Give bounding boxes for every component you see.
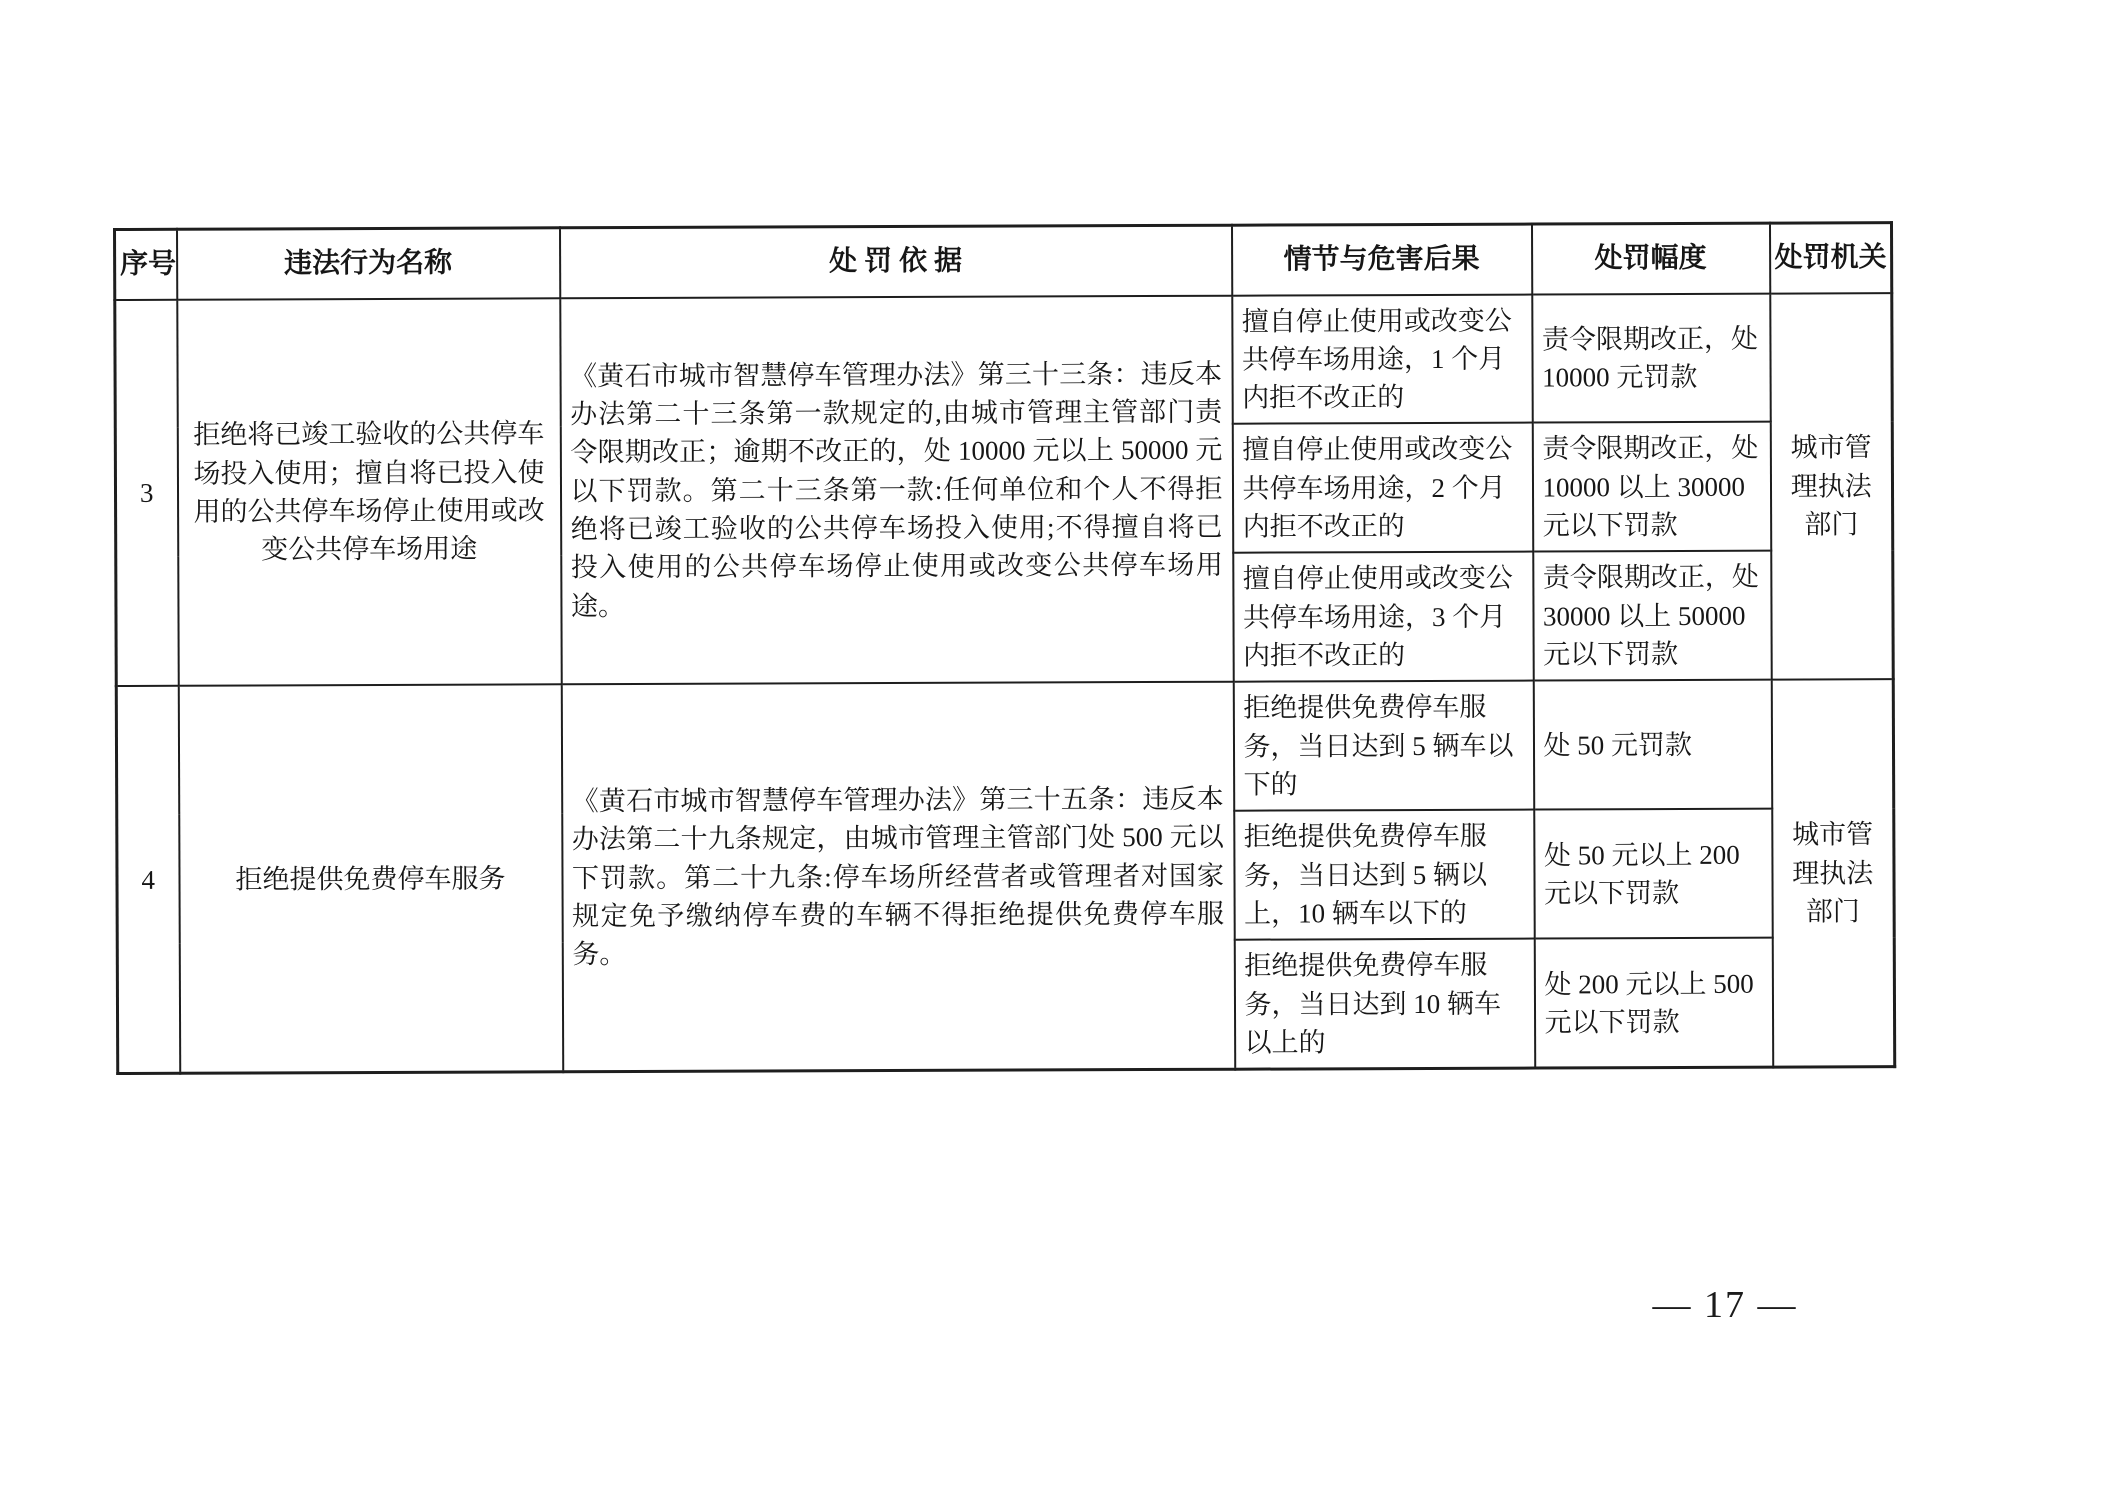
col-header-violation-name: 违法行为名称 <box>177 228 560 299</box>
penalty-basis-cell: 《黄石市城市智慧停车管理办法》第三十三条：违反本办法第二十三条第一款规定的,由城市管理主管部门责令限期改正；逾期不改正的，处 10000 元以上 50000 元以下罚款。第二十三条第一款:任何单位和个人不得拒绝将已竣工验收的公共停车场投入使用;不得擅自将已投入使用的公共停车场停止使用或改变公共停车场用途。 <box>560 295 1233 685</box>
col-header-penalty-range: 处罚幅度 <box>1531 223 1769 294</box>
penalty-authority-cell: 城市管理执法部门 <box>1770 293 1893 680</box>
penalty-range-cell: 处 50 元罚款 <box>1533 680 1771 810</box>
penalty-range-cell: 责令限期改正，处 30000 以上 50000 元以下罚款 <box>1533 551 1771 681</box>
circumstance-cell: 擅自停止使用或改变公共停车场用途，2 个月内拒不改正的 <box>1232 423 1532 553</box>
violation-name-cell: 拒绝提供免费停车服务 <box>178 685 562 1074</box>
violation-name-cell: 拒绝将已竣工验收的公共停车场投入使用；擅自将已投入使用的公共停车场停止使用或改变公共停车场用途 <box>177 298 561 686</box>
col-header-penalty-basis: 处 罚 依 据 <box>560 225 1232 298</box>
penalty-range-cell: 责令限期改正，处 10000 元罚款 <box>1532 293 1770 423</box>
penalty-range-cell: 责令限期改正，处 10000 以上 30000 元以下罚款 <box>1532 422 1770 552</box>
serial-number-cell: 3 <box>115 299 178 686</box>
penalty-range-cell: 处 200 元以上 500 元以下罚款 <box>1534 938 1772 1068</box>
table-header-row <box>115 223 1892 300</box>
penalty-authority-cell: 城市管理执法部门 <box>1771 680 1894 1068</box>
penalty-range-cell: 处 50 元以上 200 元以下罚款 <box>1534 809 1772 939</box>
penalty-table <box>113 221 1896 1075</box>
circumstance-cell: 拒绝提供免费停车服务，当日达到 10 辆车以上的 <box>1234 939 1534 1070</box>
penalty-basis-cell: 《黄石市城市智慧停车管理办法》第三十五条：违反本办法第二十九条规定，由城市管理主管部门处 500 元以下罚款。第二十九条:停车场所经营者或管理者对国家规定免予缴纳停车费的车辆不得拒绝提供免费停车服务。 <box>561 682 1234 1072</box>
circumstance-cell: 拒绝提供免费停车服务，当日达到 5 辆以上，10 辆车以下的 <box>1234 810 1534 940</box>
circumstance-cell: 拒绝提供免费停车服务，当日达到 5 辆车以下的 <box>1233 681 1533 811</box>
col-header-serial-number: 序号 <box>115 229 177 299</box>
col-header-penalty-authority: 处罚机关 <box>1769 223 1891 293</box>
circumstance-cell: 擅自停止使用或改变公共停车场用途，1 个月内拒不改正的 <box>1232 294 1532 424</box>
serial-number-cell: 4 <box>116 686 179 1074</box>
table-row-4-sub-1 <box>116 680 1893 816</box>
table-row-3-sub-1 <box>115 293 1892 429</box>
page-number: — 17 — <box>1652 1284 1798 1326</box>
col-header-circumstances: 情节与危害后果 <box>1231 224 1531 295</box>
circumstance-cell: 擅自停止使用或改变公共停车场用途，3 个月内拒不改正的 <box>1233 552 1533 682</box>
